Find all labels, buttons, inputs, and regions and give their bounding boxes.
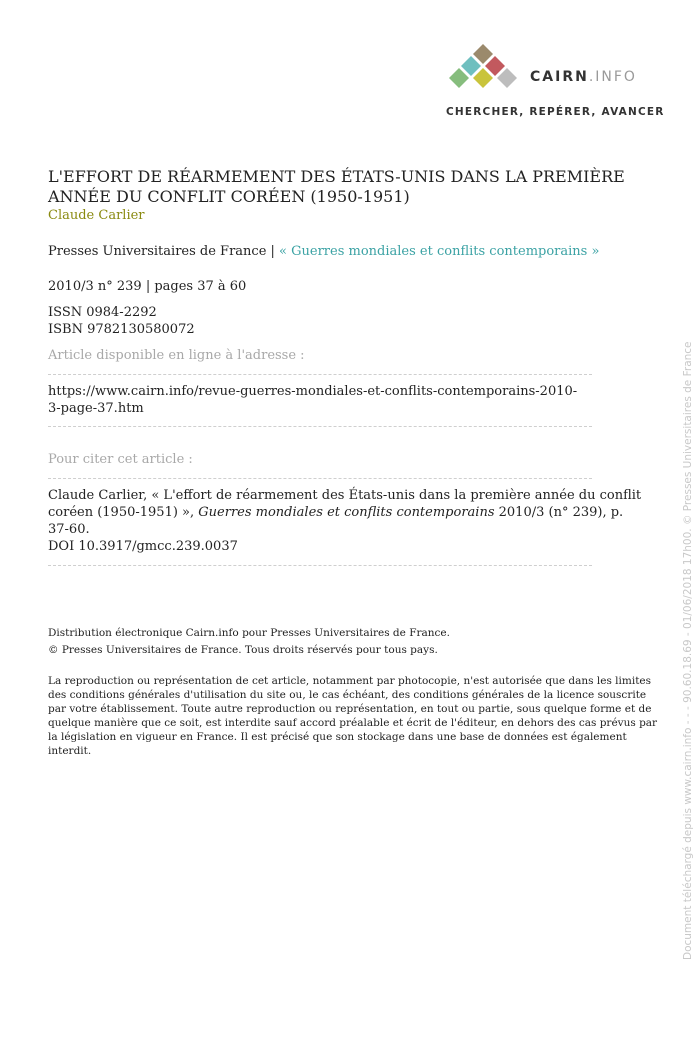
cite-label: Pour citer cet article : bbox=[48, 452, 193, 467]
tagline: CHERCHER, REPÉRER, AVANCER bbox=[446, 106, 665, 118]
brand-suffix: INFO bbox=[595, 69, 637, 85]
series-link[interactable]: « Guerres mondiales et conflits contemporains » bbox=[279, 244, 600, 259]
brand-name bbox=[530, 69, 637, 85]
cairn-logo[interactable] bbox=[446, 42, 665, 122]
divider bbox=[48, 478, 592, 479]
citation-suffix: 2010/3 (n° 239), p. 37-60. bbox=[48, 505, 624, 537]
online-label: Article disponible en ligne à l'adresse : bbox=[48, 348, 305, 363]
reproduction-notice: La reproduction ou représentation de cet article, notamment par photocopie, n'est autorisée que dans les limites des conditions générales d'utilisation du site ou, le cas échéant, des conditions générales de la licence souscrite par votre établissement. Toute autre reproduction ou représentation, en tout ou partie, sous quelque forme et de quelque manière que ce soit, est interdite sauf accord préalable et écrit de l'éditeur, en dehors des cas prévus par la législation en vigueur en France. Il est précisé que son stockage dans une base de données est également interdit. bbox=[48, 675, 658, 757]
distribution-note: Distribution électronique Cairn.info pour Presses Universitaires de France. bbox=[48, 627, 450, 639]
citation-text bbox=[48, 487, 648, 555]
citation-doi: DOI 10.3917/gmcc.239.0037 bbox=[48, 539, 238, 554]
issue-info: 2010/3 n° 239 | pages 37 à 60 bbox=[48, 279, 247, 294]
divider bbox=[48, 565, 592, 566]
brand-separator: . bbox=[588, 69, 596, 85]
copyright-note: © Presses Universitaires de France. Tous droits réservés pour tous pays. bbox=[48, 644, 438, 656]
article-url[interactable]: https://www.cairn.info/revue-guerres-mondiales-et-conflits-contemporains-2010-3-page-37.htm bbox=[48, 384, 578, 416]
brand-main: CAIRN bbox=[530, 69, 589, 85]
isbn: ISBN 9782130580072 bbox=[48, 322, 195, 337]
article-title: L'EFFORT DE RÉARMEMENT DES ÉTATS-UNIS DANS LA PREMIÈRE ANNÉE DU CONFLIT CORÉEN (1950-1951) bbox=[48, 167, 625, 206]
cairn-diamond-icon bbox=[446, 42, 526, 94]
download-watermark: Document téléchargé depuis www.cairn.info - - - 90.60.18.69 - 01/06/2018 17h00. © Presses Universitaires de France bbox=[682, 341, 694, 960]
publisher-separator: | bbox=[266, 244, 280, 259]
article-author[interactable]: Claude Carlier bbox=[48, 208, 145, 223]
publisher-name: Presses Universitaires de France bbox=[48, 244, 267, 259]
citation-prefix: Claude Carlier, « L'effort de réarmement des États-unis dans la première année du conflit coréen (1950-1951) », bbox=[48, 488, 642, 520]
issn: ISSN 0984-2292 bbox=[48, 305, 157, 320]
publisher-line bbox=[48, 244, 599, 259]
divider bbox=[48, 374, 592, 375]
divider bbox=[48, 426, 592, 427]
identifiers bbox=[48, 304, 195, 338]
citation-journal: Guerres mondiales et conflits contemporains bbox=[198, 505, 495, 520]
